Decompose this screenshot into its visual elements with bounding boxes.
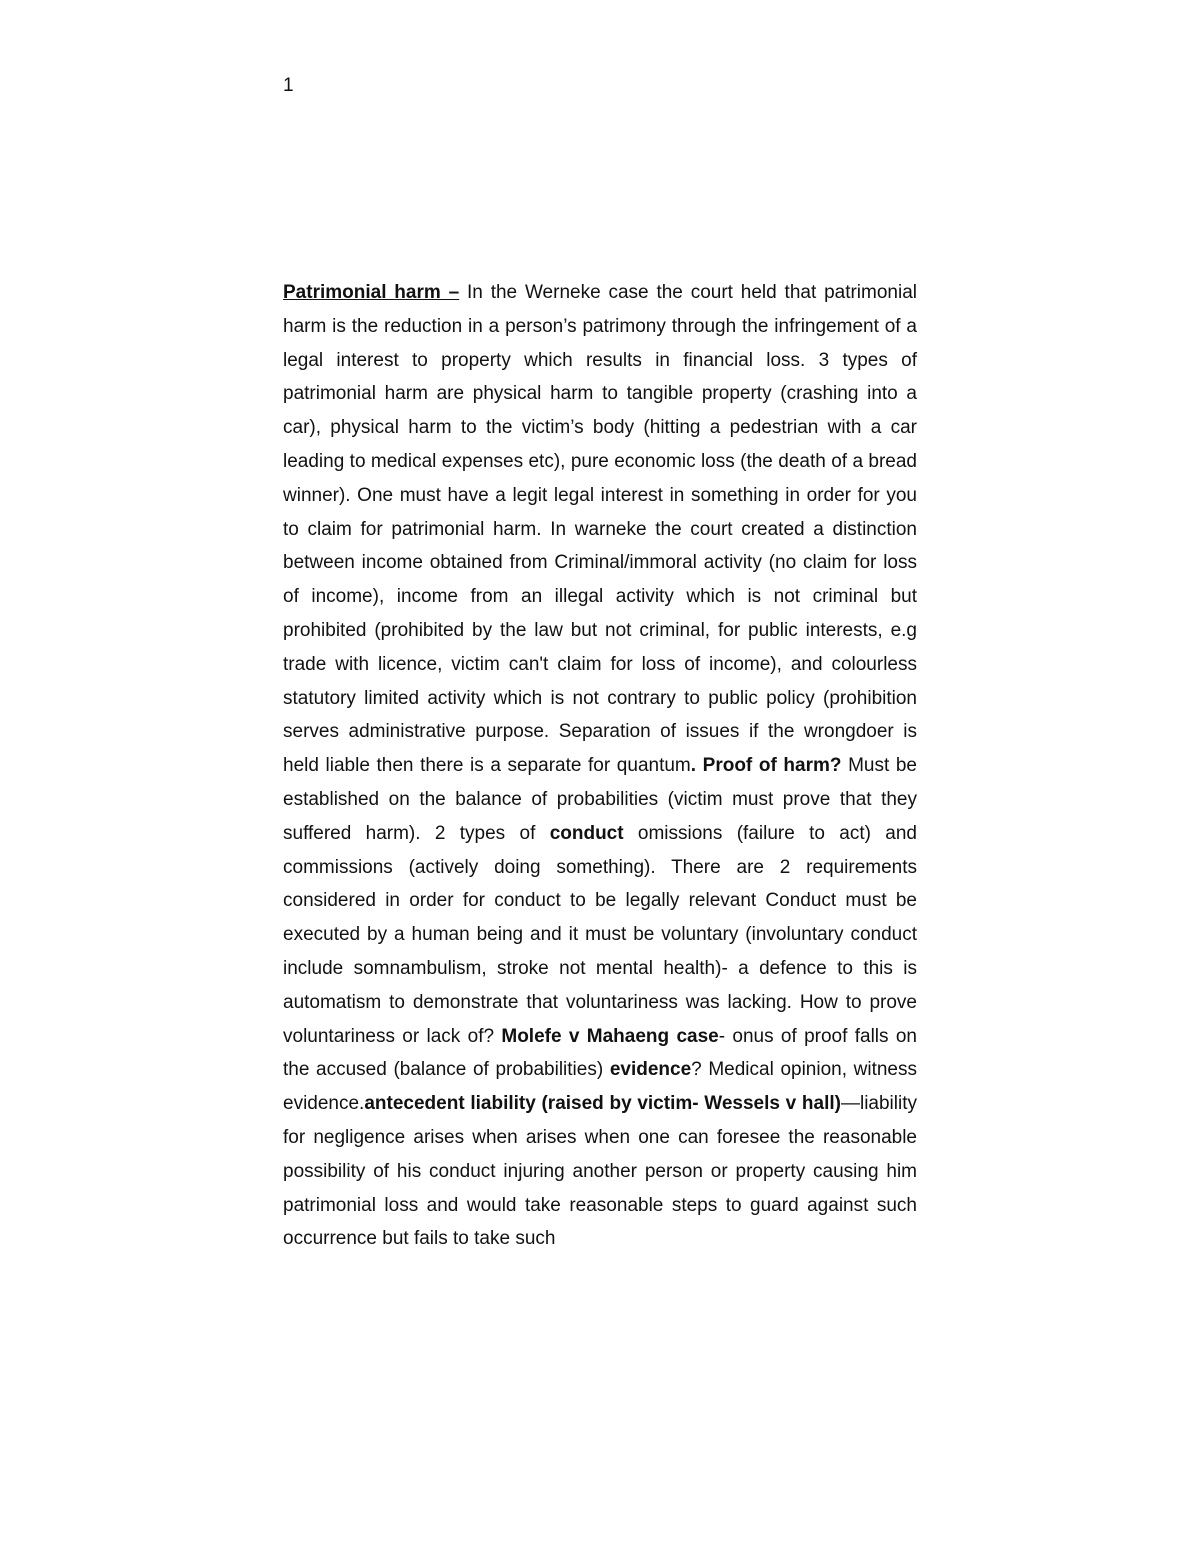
bold-term-evidence: evidence: [609, 1059, 692, 1081]
bold-term-conduct: conduct: [549, 822, 624, 844]
bold-term-antecedent-liability: antecedent liability (raised by victim- Wessels v hall): [364, 1093, 841, 1115]
text-segment: Must be established on the balance of probabilities (victim must prove that they suffered harm). 2 types of: [283, 755, 917, 844]
text-segment: omissions (failure to act) and commissions (actively doing something). There are 2 requirements considered in order for conduct to be legally relevant Conduct must be executed by a human being and it must be voluntary (involuntary conduct include somnambulism, stroke not mental health)- a defence to this is automatism to demonstrate that voluntariness was lacking. How to prove voluntariness or lack of?: [283, 822, 917, 1047]
body-paragraph: [283, 276, 917, 1256]
text-segment: - onus of proof falls on the accused (balance of probabilities): [283, 1025, 917, 1081]
section-heading: Patrimonial harm –: [283, 282, 460, 303]
text-segment: In the Werneke case the court held that patrimonial harm is the reduction in a person’s patrimony through the infringement of a legal interest to property which results in financial loss. 3 types of patrimonial harm are physical harm to tangible property (crashing into a car), physical harm to the victim’s body (hitting a pedestrian with a car leading to medical expenses etc), pure economic loss (the death of a bread winner). One must have a legit legal interest in something in order for you to claim for patrimonial harm. In warneke the court created a distinction between income obtained from Criminal/immoral activity (no claim for loss of income), income from an illegal activity which is not criminal but prohibited (prohibited by the law but not criminal, for public interests, e.g trade with licence, victim can't claim for loss of income), and colourless statutory limited activity which is not contrary to public policy (prohibition serves administrative purpose. Separation of issues if the wrongdoer is held liable then there is a separate for quantum: [283, 282, 917, 777]
text-segment: —liability for negligence arises when arises when one can foresee the reasonable possibility of his conduct injuring another person or property causing him patrimonial loss and would take reasonable steps to guard against such occurrence but fails to take such: [283, 1093, 917, 1250]
bold-term-proof-of-harm: . Proof of harm?: [690, 755, 842, 777]
page-number: 1: [283, 75, 294, 96]
text-segment: ? Medical opinion, witness evidence.: [283, 1059, 917, 1115]
bold-term-case-name: Molefe v Mahaeng case: [501, 1025, 719, 1047]
